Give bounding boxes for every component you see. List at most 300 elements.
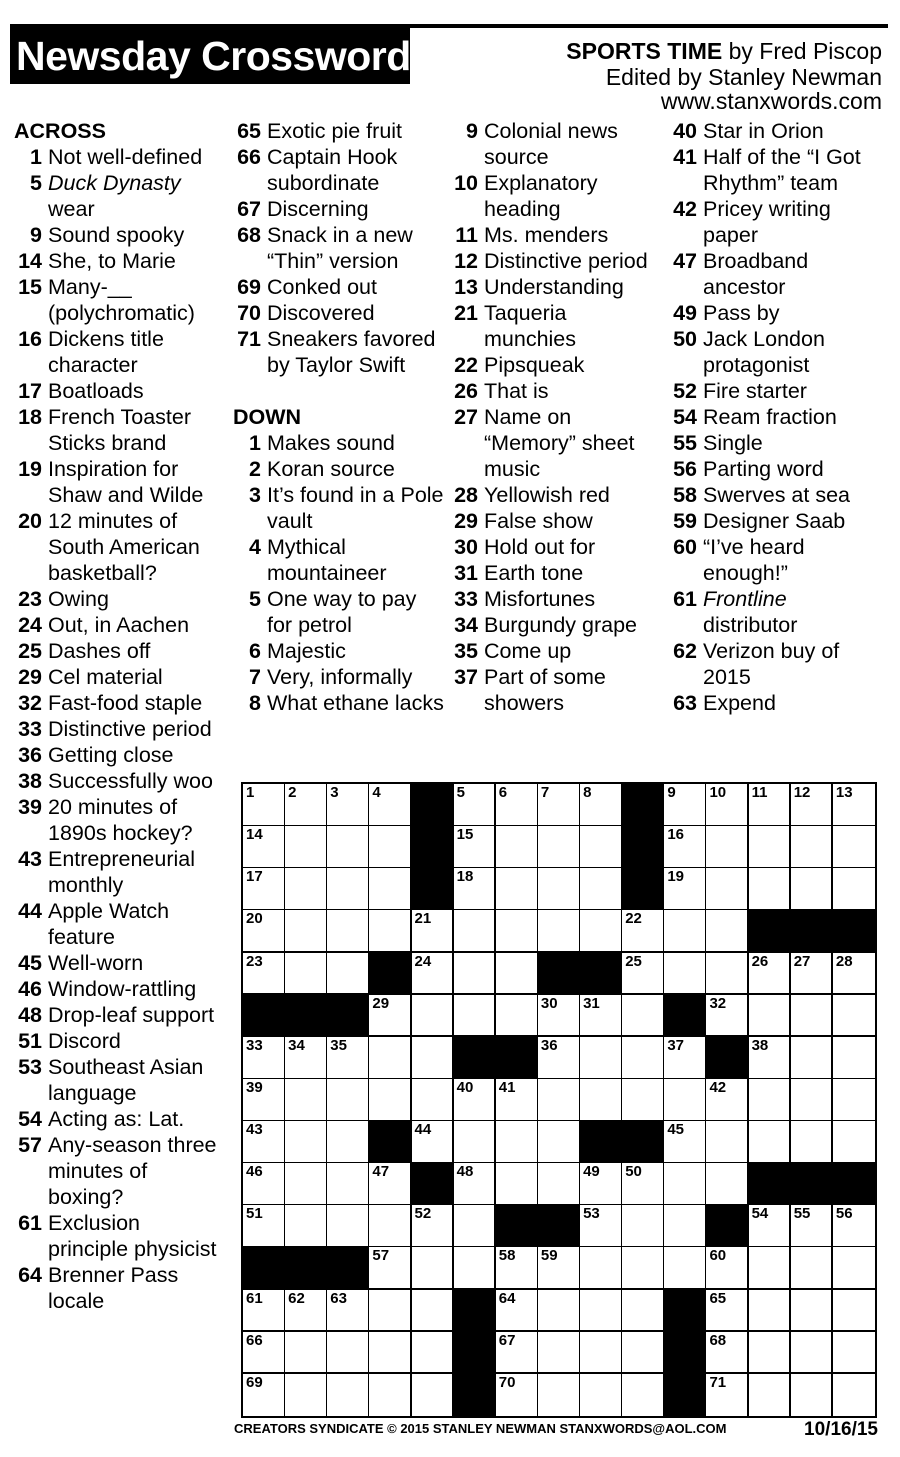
grid-cell[interactable] bbox=[538, 1374, 581, 1416]
clue-text: Inspiration for Shaw and Wilde bbox=[48, 457, 204, 507]
grid-cell[interactable] bbox=[285, 784, 328, 827]
clue-number: 34 bbox=[454, 613, 478, 637]
grid-cell[interactable] bbox=[496, 910, 539, 953]
clue-text: Southeast Asian language bbox=[48, 1055, 204, 1105]
grid-cell[interactable] bbox=[327, 953, 370, 996]
grid-cell[interactable] bbox=[706, 826, 749, 869]
cell-number: 57 bbox=[372, 1247, 390, 1265]
grid-cell[interactable] bbox=[580, 1079, 623, 1122]
grid-cell[interactable] bbox=[580, 826, 623, 869]
grid-block bbox=[664, 1374, 707, 1416]
grid-cell[interactable] bbox=[327, 910, 370, 953]
grid-cell[interactable] bbox=[243, 910, 286, 953]
grid-cell[interactable] bbox=[369, 784, 412, 827]
clue-across-57 bbox=[14, 1132, 226, 1210]
clue-down-40 bbox=[669, 118, 881, 144]
grid-cell[interactable] bbox=[285, 1037, 328, 1080]
grid-cell[interactable] bbox=[496, 1374, 539, 1416]
grid-cell[interactable] bbox=[538, 910, 581, 953]
grid-cell[interactable] bbox=[243, 1037, 286, 1080]
grid-cell[interactable] bbox=[243, 1079, 286, 1122]
grid-cell[interactable] bbox=[833, 1247, 875, 1290]
grid-block bbox=[791, 1163, 834, 1206]
clue-text: Parting word bbox=[703, 457, 824, 481]
clue-across-19 bbox=[14, 456, 226, 508]
grid-cell[interactable] bbox=[327, 868, 370, 911]
cell-number: 64 bbox=[498, 1289, 516, 1307]
cell-number: 54 bbox=[751, 1205, 769, 1223]
grid-cell[interactable] bbox=[369, 868, 412, 911]
grid-block bbox=[664, 995, 707, 1038]
grid-cell[interactable] bbox=[664, 1079, 707, 1122]
cell-number: 70 bbox=[498, 1373, 516, 1391]
grid-cell[interactable] bbox=[664, 1247, 707, 1290]
grid-cell[interactable] bbox=[327, 1163, 370, 1206]
grid-cell[interactable] bbox=[369, 1037, 412, 1080]
clue-text: Jack London protagonist bbox=[703, 327, 825, 377]
grid-cell[interactable] bbox=[791, 1121, 834, 1164]
clue-text: “I’ve heard enough!” bbox=[703, 535, 805, 585]
clue-number: 69 bbox=[237, 275, 261, 299]
grid-cell[interactable] bbox=[285, 910, 328, 953]
grid-cell[interactable] bbox=[622, 995, 665, 1038]
grid-cell[interactable] bbox=[833, 1374, 875, 1416]
grid-cell[interactable] bbox=[327, 1374, 370, 1416]
grid-cell[interactable] bbox=[538, 1247, 581, 1290]
grid-cell[interactable] bbox=[622, 910, 665, 953]
grid-cell[interactable] bbox=[664, 1121, 707, 1164]
grid-cell[interactable] bbox=[833, 868, 875, 911]
clue-down-35 bbox=[450, 638, 662, 664]
grid-cell[interactable] bbox=[369, 1205, 412, 1248]
clue-across-71 bbox=[233, 326, 445, 378]
grid-cell[interactable] bbox=[749, 1247, 792, 1290]
grid-cell[interactable] bbox=[749, 826, 792, 869]
grid-cell[interactable] bbox=[833, 1037, 875, 1080]
grid-cell[interactable] bbox=[580, 784, 623, 827]
grid-cell[interactable] bbox=[285, 826, 328, 869]
clue-across-32 bbox=[14, 690, 226, 716]
grid-cell[interactable] bbox=[412, 1079, 455, 1122]
grid-cell[interactable] bbox=[369, 995, 412, 1038]
clue-down-8 bbox=[233, 690, 445, 716]
grid-block bbox=[622, 826, 665, 869]
clue-number: 50 bbox=[673, 327, 697, 351]
clue-column-3 bbox=[450, 118, 662, 716]
clue-number: 21 bbox=[454, 301, 478, 325]
grid-cell[interactable] bbox=[833, 784, 875, 827]
clue-text: Verizon buy of 2015 bbox=[703, 639, 840, 689]
grid-cell[interactable] bbox=[285, 1079, 328, 1122]
grid-cell[interactable] bbox=[454, 868, 497, 911]
clue-text: Swerves at sea bbox=[703, 483, 850, 507]
cell-number: 22 bbox=[625, 910, 642, 928]
grid-cell[interactable] bbox=[412, 1121, 455, 1164]
grid-cell[interactable] bbox=[749, 784, 792, 827]
grid-cell[interactable] bbox=[791, 1079, 834, 1122]
grid-cell[interactable] bbox=[454, 995, 497, 1038]
cell-number: 63 bbox=[330, 1289, 347, 1307]
cell-number: 40 bbox=[456, 1078, 474, 1096]
grid-cell[interactable] bbox=[243, 1374, 286, 1416]
clue-number: 61 bbox=[673, 587, 697, 611]
grid-cell[interactable] bbox=[285, 953, 328, 996]
grid-cell[interactable] bbox=[791, 1247, 834, 1290]
grid-cell[interactable] bbox=[580, 1247, 623, 1290]
grid-cell[interactable] bbox=[706, 1332, 749, 1375]
grid-cell[interactable] bbox=[454, 1121, 497, 1164]
clue-column-2 bbox=[233, 118, 445, 716]
clue-across-33 bbox=[14, 716, 226, 742]
grid-cell[interactable] bbox=[622, 1374, 665, 1416]
clue-number: 52 bbox=[673, 379, 697, 403]
grid-cell[interactable] bbox=[369, 1290, 412, 1333]
grid-cell[interactable] bbox=[791, 1037, 834, 1080]
grid-cell[interactable] bbox=[538, 1332, 581, 1375]
clue-number: 62 bbox=[673, 639, 697, 663]
clue-number: 23 bbox=[18, 587, 42, 611]
clue-across-51 bbox=[14, 1028, 226, 1054]
grid-cell[interactable] bbox=[327, 1121, 370, 1164]
clue-text: Colonial news source bbox=[484, 119, 618, 169]
grid-cell[interactable] bbox=[622, 1163, 665, 1206]
grid-cell[interactable] bbox=[285, 1163, 328, 1206]
grid-cell[interactable] bbox=[749, 868, 792, 911]
clue-column-1 bbox=[14, 118, 226, 1314]
grid-cell[interactable] bbox=[580, 910, 623, 953]
grid-cell[interactable] bbox=[791, 1332, 834, 1375]
grid-cell[interactable] bbox=[833, 1121, 875, 1164]
grid-cell[interactable] bbox=[580, 868, 623, 911]
clue-down-6 bbox=[233, 638, 445, 664]
grid-cell[interactable] bbox=[664, 868, 707, 911]
cell-number: 11 bbox=[751, 784, 768, 801]
grid-cell[interactable] bbox=[369, 1163, 412, 1206]
grid-cell[interactable] bbox=[791, 1205, 834, 1248]
grid-cell[interactable] bbox=[538, 1121, 581, 1164]
clue-text: Acting as: Lat. bbox=[48, 1107, 185, 1131]
grid-cell[interactable] bbox=[243, 1290, 286, 1333]
grid-cell[interactable] bbox=[496, 784, 539, 827]
grid-cell[interactable] bbox=[833, 995, 875, 1038]
cell-number: 33 bbox=[246, 1036, 263, 1054]
grid-cell[interactable] bbox=[538, 1037, 581, 1080]
grid-cell[interactable] bbox=[580, 1374, 623, 1416]
page-title: Newsday Crossword bbox=[10, 28, 410, 84]
grid-cell[interactable] bbox=[285, 1374, 328, 1416]
grid-cell[interactable] bbox=[412, 995, 455, 1038]
grid-cell[interactable] bbox=[412, 1037, 455, 1080]
grid-cell[interactable] bbox=[496, 995, 539, 1038]
clue-number: 30 bbox=[454, 535, 478, 559]
grid-block bbox=[749, 1163, 792, 1206]
grid-cell[interactable] bbox=[496, 1332, 539, 1375]
clue-number: 26 bbox=[454, 379, 478, 403]
grid-cell[interactable] bbox=[749, 1374, 792, 1416]
clue-number: 43 bbox=[18, 847, 42, 871]
grid-cell[interactable] bbox=[833, 1290, 875, 1333]
cell-number: 71 bbox=[709, 1373, 727, 1391]
clue-across-69 bbox=[233, 274, 445, 300]
clue-number: 12 bbox=[454, 249, 478, 273]
cell-number: 21 bbox=[414, 910, 432, 928]
grid-cell[interactable] bbox=[327, 1205, 370, 1248]
grid-block bbox=[496, 1037, 539, 1080]
grid-cell[interactable] bbox=[580, 1332, 623, 1375]
grid-cell[interactable] bbox=[454, 826, 497, 869]
grid-cell[interactable] bbox=[749, 1290, 792, 1333]
clue-number: 4 bbox=[249, 535, 261, 559]
grid-cell[interactable] bbox=[412, 1205, 455, 1248]
grid-cell[interactable] bbox=[622, 1205, 665, 1248]
grid-cell[interactable] bbox=[454, 784, 497, 827]
grid-cell[interactable] bbox=[749, 995, 792, 1038]
grid-block bbox=[664, 1290, 707, 1333]
grid-cell[interactable] bbox=[664, 784, 707, 827]
grid-cell[interactable] bbox=[412, 1247, 455, 1290]
grid-cell[interactable] bbox=[369, 1247, 412, 1290]
clue-down-63 bbox=[669, 690, 881, 716]
grid-cell[interactable] bbox=[706, 953, 749, 996]
clue-number: 71 bbox=[237, 327, 261, 351]
grid-cell[interactable] bbox=[749, 953, 792, 996]
clue-number: 19 bbox=[18, 457, 42, 481]
grid-cell[interactable] bbox=[664, 1205, 707, 1248]
grid-cell[interactable] bbox=[327, 826, 370, 869]
cell-number: 16 bbox=[667, 826, 685, 844]
grid-cell[interactable] bbox=[538, 784, 581, 827]
grid-cell[interactable] bbox=[496, 868, 539, 911]
grid-cell[interactable] bbox=[496, 1079, 539, 1122]
grid-cell[interactable] bbox=[243, 1332, 286, 1375]
clue-number: 68 bbox=[237, 223, 261, 247]
clue-number: 49 bbox=[673, 301, 697, 325]
clue-across-18 bbox=[14, 404, 226, 456]
grid-cell[interactable] bbox=[369, 1374, 412, 1416]
grid-cell[interactable] bbox=[664, 910, 707, 953]
grid-cell[interactable] bbox=[454, 1247, 497, 1290]
clue-text: Fire starter bbox=[703, 379, 807, 403]
clue-number: 20 bbox=[18, 509, 42, 533]
clue-across-16 bbox=[14, 326, 226, 378]
clue-across-23 bbox=[14, 586, 226, 612]
grid-cell[interactable] bbox=[243, 868, 286, 911]
grid-cell[interactable] bbox=[243, 1205, 286, 1248]
grid-cell[interactable] bbox=[412, 1290, 455, 1333]
grid-cell[interactable] bbox=[496, 1290, 539, 1333]
grid-cell[interactable] bbox=[327, 1332, 370, 1375]
grid-cell[interactable] bbox=[833, 1332, 875, 1375]
grid-block bbox=[580, 1121, 623, 1164]
grid-cell[interactable] bbox=[622, 953, 665, 996]
clue-down-31 bbox=[450, 560, 662, 586]
cell-number: 30 bbox=[540, 994, 558, 1012]
clue-down-3 bbox=[233, 482, 445, 534]
grid-cell[interactable] bbox=[369, 1332, 412, 1375]
grid-cell[interactable] bbox=[749, 1332, 792, 1375]
grid-cell[interactable] bbox=[285, 1205, 328, 1248]
grid-cell[interactable] bbox=[496, 1163, 539, 1206]
clue-across-5 bbox=[14, 170, 226, 222]
cell-number: 68 bbox=[709, 1331, 727, 1349]
grid-cell[interactable] bbox=[327, 1037, 370, 1080]
clue-text: That is bbox=[484, 379, 549, 403]
grid-cell[interactable] bbox=[327, 784, 370, 827]
grid-cell[interactable] bbox=[285, 1332, 328, 1375]
grid-cell[interactable] bbox=[706, 1121, 749, 1164]
clue-number: 42 bbox=[673, 197, 697, 221]
grid-cell[interactable] bbox=[454, 1163, 497, 1206]
grid-block bbox=[622, 1121, 665, 1164]
grid-cell[interactable] bbox=[580, 1290, 623, 1333]
clue-down-55 bbox=[669, 430, 881, 456]
grid-cell[interactable] bbox=[327, 1290, 370, 1333]
clue-number: 24 bbox=[18, 613, 42, 637]
grid-cell[interactable] bbox=[538, 868, 581, 911]
clue-down-11 bbox=[450, 222, 662, 248]
grid-cell[interactable] bbox=[622, 1247, 665, 1290]
clue-down-7 bbox=[233, 664, 445, 690]
grid-cell[interactable] bbox=[706, 1163, 749, 1206]
cell-number: 48 bbox=[456, 1163, 474, 1181]
grid-cell[interactable] bbox=[791, 868, 834, 911]
clue-number: 11 bbox=[455, 223, 478, 247]
clue-down-42 bbox=[669, 196, 881, 248]
cell-number: 45 bbox=[667, 1121, 685, 1139]
cell-number: 8 bbox=[583, 784, 592, 801]
clue-down-30 bbox=[450, 534, 662, 560]
grid-cell[interactable] bbox=[243, 826, 286, 869]
clue-number: 56 bbox=[673, 457, 697, 481]
grid-cell[interactable] bbox=[749, 1037, 792, 1080]
grid-cell[interactable] bbox=[454, 953, 497, 996]
grid-cell[interactable] bbox=[369, 910, 412, 953]
grid-cell[interactable] bbox=[454, 1205, 497, 1248]
clue-across-53 bbox=[14, 1054, 226, 1106]
cell-number: 35 bbox=[330, 1036, 347, 1054]
grid-cell[interactable] bbox=[706, 1247, 749, 1290]
grid-cell[interactable] bbox=[412, 910, 455, 953]
clue-number: 63 bbox=[673, 691, 697, 715]
grid-cell[interactable] bbox=[369, 1079, 412, 1122]
grid-cell[interactable] bbox=[706, 995, 749, 1038]
grid-cell[interactable] bbox=[580, 995, 623, 1038]
grid-cell[interactable] bbox=[706, 1290, 749, 1333]
clue-down-9 bbox=[450, 118, 662, 170]
grid-cell[interactable] bbox=[243, 1163, 286, 1206]
grid-cell[interactable] bbox=[622, 1037, 665, 1080]
grid-cell[interactable] bbox=[327, 1079, 370, 1122]
grid-cell[interactable] bbox=[749, 1079, 792, 1122]
grid-cell[interactable] bbox=[243, 953, 286, 996]
grid-cell[interactable] bbox=[706, 868, 749, 911]
clue-number: 55 bbox=[673, 431, 697, 455]
clue-column-4 bbox=[669, 118, 881, 716]
grid-cell[interactable] bbox=[706, 1374, 749, 1416]
grid-cell[interactable] bbox=[664, 1163, 707, 1206]
grid-cell[interactable] bbox=[791, 784, 834, 827]
grid-cell[interactable] bbox=[791, 995, 834, 1038]
grid-cell[interactable] bbox=[412, 1332, 455, 1375]
clue-across-20 bbox=[14, 508, 226, 586]
grid-cell[interactable] bbox=[243, 784, 286, 827]
grid-cell[interactable] bbox=[454, 1079, 497, 1122]
grid-cell[interactable] bbox=[412, 1374, 455, 1416]
cell-number: 24 bbox=[414, 952, 432, 970]
grid-cell[interactable] bbox=[833, 1079, 875, 1122]
grid-cell[interactable] bbox=[791, 953, 834, 996]
clue-across-17 bbox=[14, 378, 226, 404]
grid-cell[interactable] bbox=[749, 1205, 792, 1248]
clue-across-67 bbox=[233, 196, 445, 222]
grid-cell[interactable] bbox=[538, 1163, 581, 1206]
grid-cell[interactable] bbox=[622, 1290, 665, 1333]
cell-number: 60 bbox=[709, 1247, 727, 1265]
grid-cell[interactable] bbox=[580, 1037, 623, 1080]
cell-number: 55 bbox=[793, 1205, 811, 1223]
cell-number: 20 bbox=[246, 910, 263, 928]
clue-text: Sneakers favored by Taylor Swift bbox=[267, 327, 436, 377]
clue-text: Captain Hook subordinate bbox=[267, 145, 398, 195]
cell-number: 53 bbox=[583, 1205, 600, 1223]
grid-cell[interactable] bbox=[496, 1121, 539, 1164]
clue-number: 61 bbox=[18, 1211, 42, 1235]
grid-cell[interactable] bbox=[454, 910, 497, 953]
grid-cell[interactable] bbox=[285, 868, 328, 911]
grid-cell[interactable] bbox=[580, 1163, 623, 1206]
grid-cell[interactable] bbox=[538, 995, 581, 1038]
grid-cell[interactable] bbox=[833, 953, 875, 996]
grid-cell[interactable] bbox=[791, 1374, 834, 1416]
clue-number: 6 bbox=[249, 639, 261, 663]
clue-text: Very, informally bbox=[267, 665, 413, 689]
grid-cell[interactable] bbox=[580, 1205, 623, 1248]
clue-across-15 bbox=[14, 274, 226, 326]
grid-cell[interactable] bbox=[285, 1121, 328, 1164]
grid-cell[interactable] bbox=[496, 826, 539, 869]
grid-cell[interactable] bbox=[622, 1079, 665, 1122]
grid-cell[interactable] bbox=[791, 826, 834, 869]
grid-cell[interactable] bbox=[833, 1205, 875, 1248]
grid-cell[interactable] bbox=[496, 953, 539, 996]
grid-cell[interactable] bbox=[538, 1079, 581, 1122]
grid-cell[interactable] bbox=[243, 1121, 286, 1164]
grid-cell[interactable] bbox=[538, 1290, 581, 1333]
grid-cell[interactable] bbox=[369, 826, 412, 869]
grid-cell[interactable] bbox=[664, 826, 707, 869]
clue-number: 33 bbox=[18, 717, 42, 741]
clue-number: 41 bbox=[673, 145, 697, 169]
clue-across-61 bbox=[14, 1210, 226, 1262]
grid-cell[interactable] bbox=[706, 910, 749, 953]
clue-number: 45 bbox=[18, 951, 42, 975]
grid-cell[interactable] bbox=[285, 1290, 328, 1333]
grid-cell[interactable] bbox=[706, 1079, 749, 1122]
grid-cell[interactable] bbox=[538, 826, 581, 869]
grid-cell[interactable] bbox=[664, 953, 707, 996]
cell-number: 26 bbox=[751, 952, 769, 970]
across-heading: ACROSS bbox=[14, 119, 106, 143]
grid-cell[interactable] bbox=[622, 1332, 665, 1375]
grid-cell[interactable] bbox=[496, 1247, 539, 1290]
grid-cell[interactable] bbox=[706, 784, 749, 827]
grid-cell[interactable] bbox=[664, 1037, 707, 1080]
clue-down-58 bbox=[669, 482, 881, 508]
grid-cell[interactable] bbox=[833, 826, 875, 869]
grid-cell[interactable] bbox=[791, 1290, 834, 1333]
grid-cell[interactable] bbox=[412, 953, 455, 996]
grid-cell[interactable] bbox=[749, 1121, 792, 1164]
